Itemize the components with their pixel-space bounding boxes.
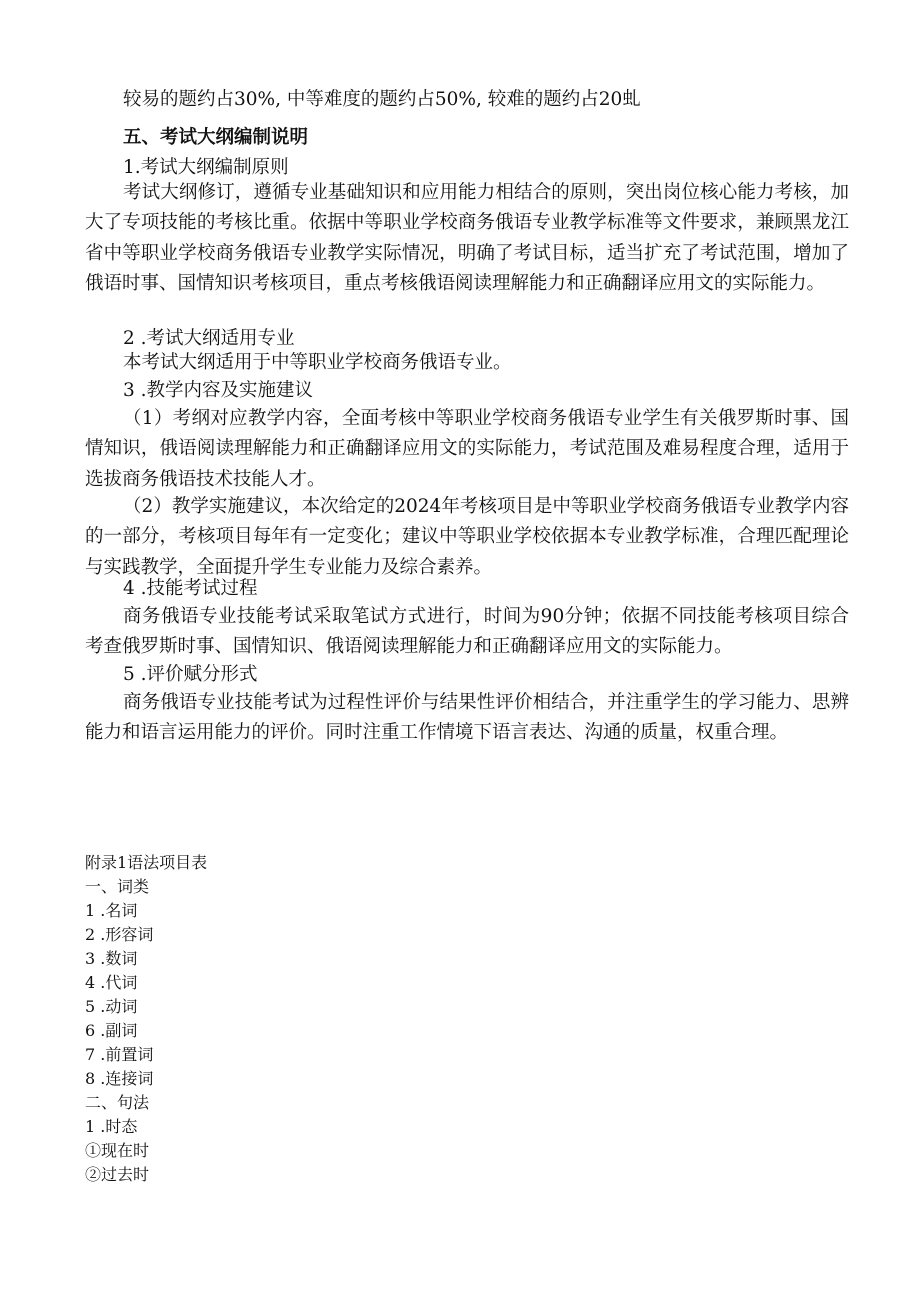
section-3-title: 3 .教学内容及实施建议 xyxy=(123,380,314,401)
section-2-body: 本考试大纲适用于中等职业学校商务俄语专业。 xyxy=(123,352,512,373)
section-1-body: 考试大纲修订，遵循专业基础知识和应用能力相结合的原则，突出岗位核心能力考核，加大了专项技能的考核比重。依据中等职业学校商务俄语专业教学标准等文件要求，兼顾黑龙江省中等职业学校商务俄语专业教学实际情况，明确了考试目标，适当扩充了考试范围，增加了俄语时事、国情知识考核项目，重点考核俄语阅读理解能力和正确翻译应用文的实际能力。 xyxy=(85,182,849,295)
section-4-body: 商务俄语专业技能考试采取笔试方式进行，时间为90分钟；依据不同技能考核项目综合考查俄罗斯时事、国情知识、俄语阅读理解能力和正确翻译应用文的实际能力。 xyxy=(85,606,849,658)
section-3-item-2: （2）教学实施建议，本次给定的2024年考核项目是中等职业学校商务俄语专业教学内容的一部分，考核项目每年有一定变化；建议中等职业学校依据本专业教学标准，合理匹配理论与实践教学，全面提升学生专业能力及综合素养。 xyxy=(85,496,849,578)
word-class-item: 6 .副词 xyxy=(85,1021,138,1040)
section-5-body: 商务俄语专业技能考试为过程性评价与结果性评价相结合，并注重学生的学习能力、思辨能力和语言运用能力的评价。同时注重工作情境下语言表达、沟通的质量，权重合理。 xyxy=(85,692,849,744)
appendix-title: 附录1语法项目表 xyxy=(85,853,208,872)
section-3-item-1: （1）考纲对应教学内容，全面考核中等职业学校商务俄语专业学生有关俄罗斯时事、国情知识，俄语阅读理解能力和正确翻译应用文的实际能力，考试范围及难易程度合理，适用于选拔商务俄语技术技能人才。 xyxy=(85,408,849,490)
word-class-item: 3 .数词 xyxy=(85,949,138,968)
section-4-title: 4 .技能考试过程 xyxy=(123,578,258,599)
word-class-item: 1 .名词 xyxy=(85,901,138,920)
section-1-title: 1.考试大纲编制原则 xyxy=(123,157,289,178)
section-5-title: 5 .评价赋分形式 xyxy=(123,664,258,685)
tense-item: ①现在时 xyxy=(85,1141,150,1160)
word-class-item: 2 .形容词 xyxy=(85,925,154,944)
tense-item: ②过去时 xyxy=(85,1165,150,1184)
section-2-title: 2 .考试大纲适用专业 xyxy=(123,328,295,349)
appendix-part-2-title: 二、句法 xyxy=(85,1093,150,1112)
word-class-item: 8 .连接词 xyxy=(85,1069,154,1088)
word-class-item: 7 .前置词 xyxy=(85,1045,154,1064)
word-class-item: 4 .代词 xyxy=(85,973,138,992)
tense-title: 1 .时态 xyxy=(85,1117,138,1136)
difficulty-ratio-line: 较易的题约占30%, 中等难度的题约占50%, 较难的题约占20虬 xyxy=(123,89,641,110)
word-class-item: 5 .动词 xyxy=(85,997,138,1016)
appendix-part-1-title: 一、词类 xyxy=(85,877,150,896)
section-five-heading: 五、考试大纲编制说明 xyxy=(123,127,309,148)
